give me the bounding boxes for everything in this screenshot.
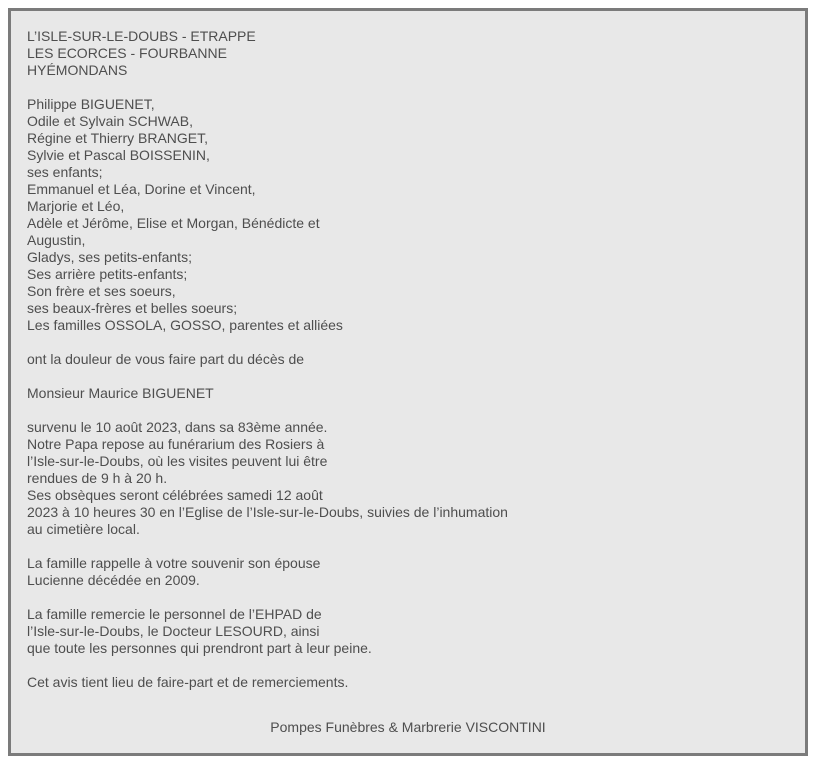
- notice-line: Lucienne décédée en 2009.: [27, 572, 200, 588]
- notice-blank-line: [27, 368, 787, 385]
- notice-blank-line: [27, 589, 787, 606]
- notice-blank-line: [27, 334, 787, 351]
- notice-line: Sylvie et Pascal BOISSENIN,: [27, 147, 210, 163]
- notice-line: L’ISLE-SUR-LE-DOUBS - ETRAPPE: [27, 28, 256, 44]
- notice-line: ses beaux-frères et belles soeurs;: [27, 300, 238, 316]
- notice-line: LES ECORCES - FOURBANNE: [27, 45, 227, 61]
- notice-line: rendues de 9 h à 20 h.: [27, 470, 168, 486]
- notice-line: Notre Papa repose au funérarium des Rosiers à: [27, 436, 325, 452]
- notice-line: 2023 à 10 heures 30 en l’Eglise de l’Isle-sur-le-Doubs, suivies de l’inhumation: [27, 504, 508, 520]
- notice-blank-line: [27, 402, 787, 419]
- notice-line: Augustin,: [27, 232, 86, 248]
- notice-line: ont la douleur de vous faire part du décès de: [27, 351, 305, 367]
- obituary-notice-body: [27, 28, 787, 691]
- notice-line: Ses obsèques seront célébrées samedi 12 août: [27, 487, 323, 503]
- notice-line: survenu le 10 août 2023, dans sa 83ème année.: [27, 419, 328, 435]
- notice-line: que toute les personnes qui prendront part à leur peine.: [27, 640, 372, 656]
- notice-blank-line: [27, 657, 787, 674]
- notice-line: Les familles OSSOLA, GOSSO, parentes et alliées: [27, 317, 343, 333]
- notice-line: l’Isle-sur-le-Doubs, où les visites peuvent lui être: [27, 453, 328, 469]
- notice-line: Gladys, ses petits-enfants;: [27, 249, 192, 265]
- obituary-notice-frame: [8, 8, 808, 756]
- notice-line: HYÉMONDANS: [27, 62, 128, 78]
- notice-line: ses enfants;: [27, 164, 103, 180]
- notice-line: Ses arrière petits-enfants;: [27, 266, 188, 282]
- notice-blank-line: [27, 79, 787, 96]
- notice-line: Marjorie et Léo,: [27, 198, 125, 214]
- notice-line: La famille rappelle à votre souvenir son épouse: [27, 555, 321, 571]
- deceased-name: Monsieur Maurice BIGUENET: [27, 385, 214, 401]
- notice-line: Cet avis tient lieu de faire-part et de remerciements.: [27, 674, 349, 690]
- notice-line: au cimetière local.: [27, 521, 140, 537]
- notice-blank-line: [27, 538, 787, 555]
- notice-line: Régine et Thierry BRANGET,: [27, 130, 209, 146]
- notice-line: l’Isle-sur-le-Doubs, le Docteur LESOURD, ainsi: [27, 623, 320, 639]
- notice-line: Odile et Sylvain SCHWAB,: [27, 113, 193, 129]
- notice-line: Emmanuel et Léa, Dorine et Vincent,: [27, 181, 256, 197]
- notice-line: Son frère et ses soeurs,: [27, 283, 176, 299]
- funeral-home-signature: Pompes Funèbres & Marbrerie VISCONTINI: [270, 719, 546, 735]
- notice-line: La famille remercie le personnel de l’EHPAD de: [27, 606, 322, 622]
- notice-line: Adèle et Jérôme, Elise et Morgan, Bénédicte et: [27, 215, 320, 231]
- notice-line: Philippe BIGUENET,: [27, 96, 155, 112]
